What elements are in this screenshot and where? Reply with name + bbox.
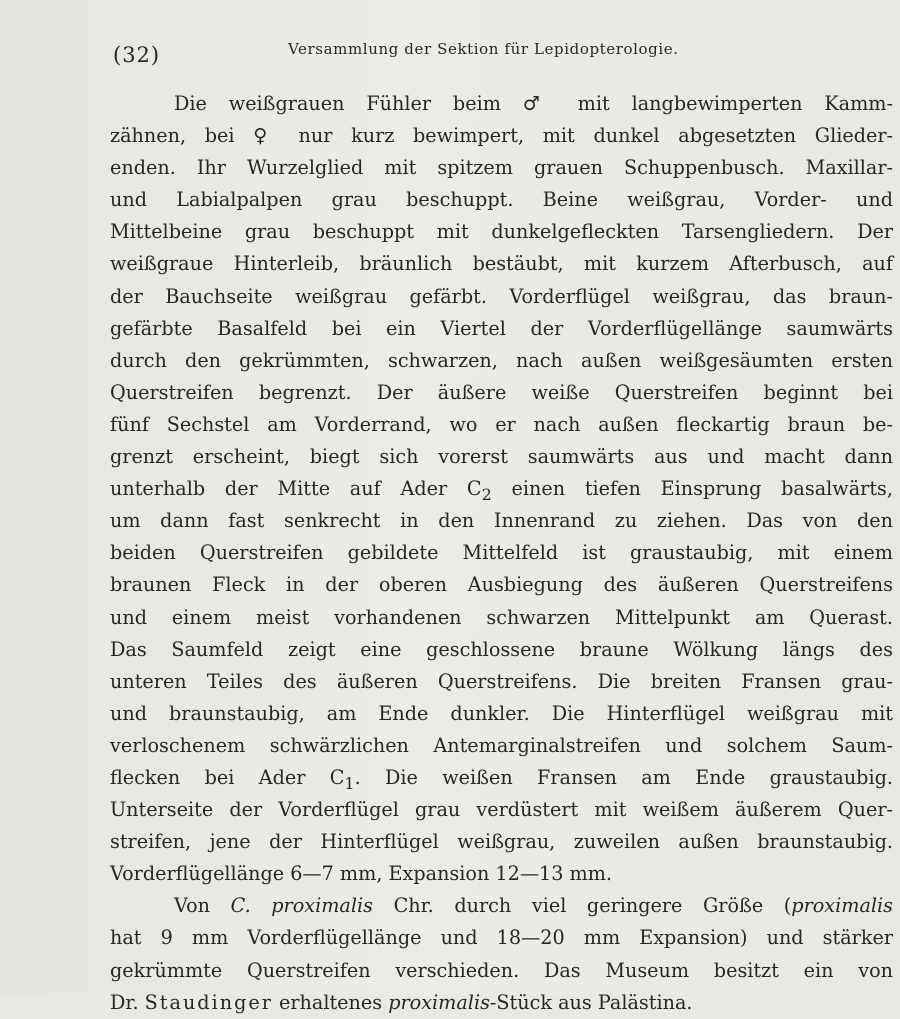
text-run: unterhalb der Mitte auf Ader C [110, 477, 482, 501]
body-text [110, 88, 893, 1019]
text-run: Dr. [110, 990, 145, 1014]
text-run: flecken bei Ader C [110, 765, 345, 789]
text-line: braunen Fleck in der oberen Ausbiegung des äußeren Querstreifens [110, 573, 893, 597]
species-name-italic: proximalis [388, 990, 490, 1014]
text-line: und braunstaubig, am Ende dunkler. Die Hinterflügel weißgrau mit [110, 701, 893, 725]
species-name-italic: proximalis [791, 894, 893, 918]
vein-subscript: 2 [481, 484, 492, 504]
text-line: hat 9 mm Vorderflügellänge und 18—20 mm Expansion) und stärker [110, 926, 893, 950]
text-line: unteren Teiles des äußeren Querstreifens. Die breiten Fransen grau- [110, 669, 893, 693]
text-line [110, 987, 893, 1019]
text-run: -Stück aus Palästina. [489, 990, 693, 1014]
text-line: und Labialpalpen grau beschuppt. Beine weißgrau, Vorder- und [110, 188, 893, 212]
text-line: Mittelbeine grau beschuppt mit dunkelgefleckten Tarsengliedern. Der [110, 220, 893, 244]
text-line: Querstreifen begrenzt. Der äußere weiße Querstreifen beginnt bei [110, 380, 893, 404]
text-line: Das Saumfeld zeigt eine geschlossene braune Wölkung längs des [110, 637, 893, 661]
vein-subscript: 1 [344, 773, 355, 793]
page-number: (32) [113, 43, 161, 67]
text-run: einen tiefen Einsprung basalwärts, [491, 477, 893, 501]
text-line: Die weißgrauen Fühler beim ♂ mit langbewimperten Kamm- [174, 92, 893, 115]
text-line: gefärbte Basalfeld bei ein Viertel der Vorderflügellänge saumwärts [110, 316, 893, 340]
text-run: Chr. durch viel geringere Größe ( [373, 894, 792, 918]
text-run: Von [174, 894, 231, 918]
text-line: weißgraue Hinterleib, bräunlich bestäubt, mit kurzem Afterbusch, auf [110, 252, 893, 276]
text-line: um dann fast senkrecht in den Innenrand zu ziehen. Das von den [110, 509, 893, 533]
author-name-spaced: Staudinger [144, 990, 273, 1014]
text-line: durch den gekrümmten, schwarzen, nach außen weißgesäumten ersten [110, 348, 893, 372]
text-run: . Die weißen Fransen am Ende graustaubig. [354, 765, 893, 789]
text-line: fünf Sechstel am Vorderrand, wo er nach außen fleckartig braun be- [110, 412, 893, 436]
species-description-paragraph [110, 88, 893, 890]
comparison-paragraph [110, 890, 893, 1018]
text-line: streifen, jene der Hinterflügel weißgrau, zuweilen außen braunstaubig. [110, 830, 893, 854]
running-head: Versammlung der Sektion für Lepidopterologie. [288, 40, 679, 58]
text-line: grenzt erscheint, biegt sich vorerst saumwärts aus und macht dann [110, 445, 893, 469]
text-line: verloschenem schwärzlichen Antemarginalstreifen und solchem Saum- [110, 733, 893, 757]
text-line [110, 473, 893, 505]
text-run: erhaltenes [272, 990, 389, 1014]
text-line: und einem meist vorhandenen schwarzen Mittelpunkt am Querast. [110, 605, 893, 629]
species-name-italic: C. proximalis [230, 894, 373, 918]
text-line: Vorderflügellänge 6—7 mm, Expansion 12—13 mm. [110, 862, 613, 886]
text-line [110, 890, 893, 922]
text-line [110, 762, 893, 794]
text-line: der Bauchseite weißgrau gefärbt. Vorderflügel weißgrau, das braun- [110, 284, 893, 308]
text-line: beiden Querstreifen gebildete Mittelfeld ist graustaubig, mit einem [110, 541, 893, 565]
text-line: Unterseite der Vorderflügel grau verdüstert mit weißem äußerem Quer- [110, 798, 893, 822]
text-line: zähnen, bei ♀ nur kurz bewimpert, mit dunkel abgesetzten Glieder- [110, 124, 893, 148]
text-line: enden. Ihr Wurzelglied mit spitzem grauen Schuppenbusch. Maxillar- [110, 156, 893, 180]
text-line: gekrümmte Querstreifen verschieden. Das Museum besitzt ein von [110, 958, 893, 982]
